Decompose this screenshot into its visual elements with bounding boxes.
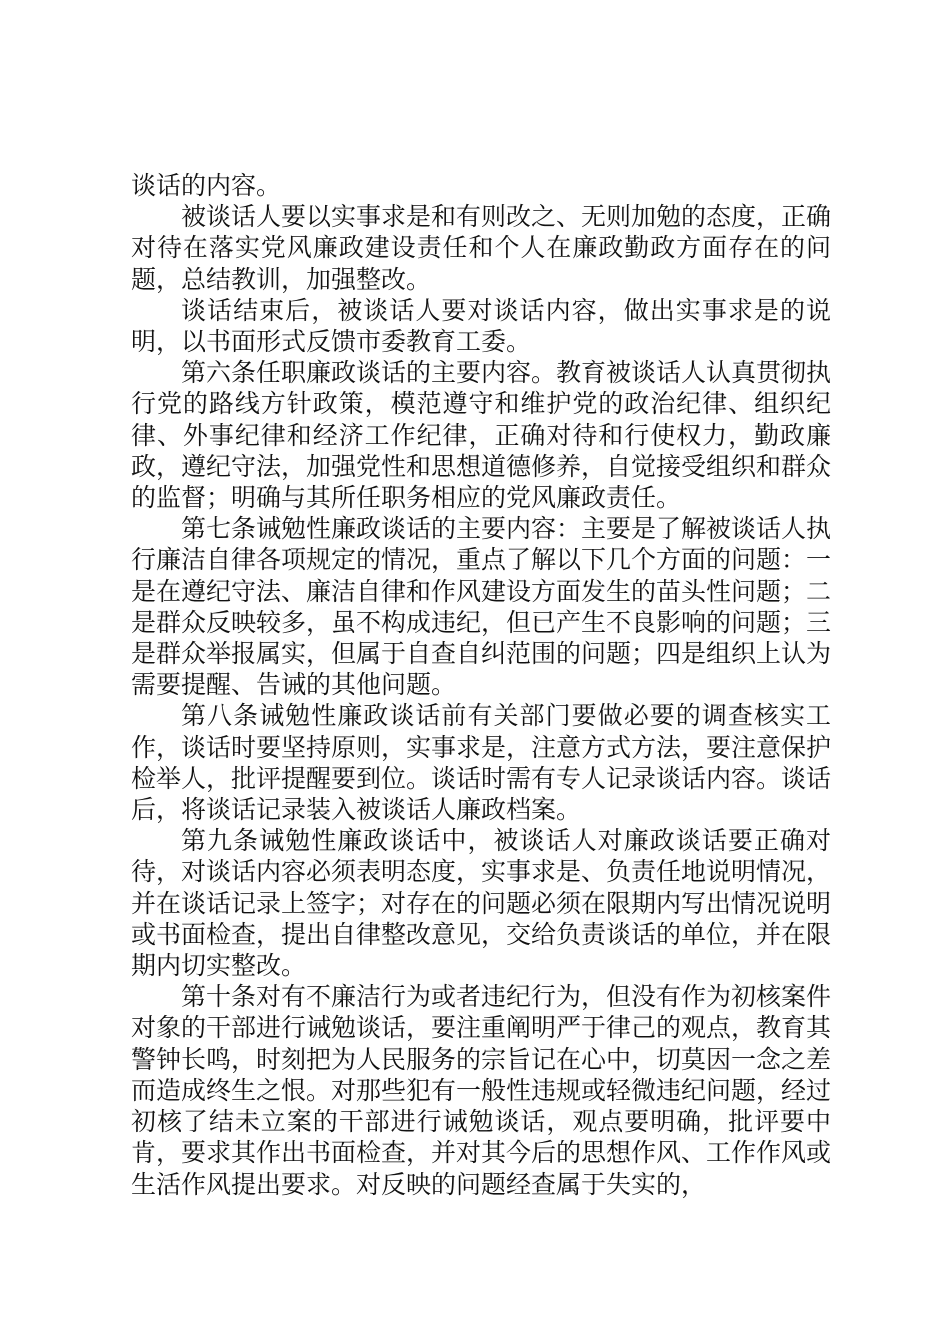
paragraph-continuation: 谈话的内容。 xyxy=(131,171,282,200)
document-body xyxy=(131,170,831,1200)
paragraph: 被谈话人要以实事求是和有则改之、无则加勉的态度，正确对待在落实党风廉政建设责任和个人在廉政勤政方面存在的问题，总结教训，加强整改。 xyxy=(131,202,832,294)
paragraph: 谈话结束后，被谈话人要对谈话内容，做出实事求是的说明，以书面形式反馈市委教育工委。 xyxy=(131,295,831,357)
paragraph-article-8: 第八条诫勉性廉政谈话前有关部门要做必要的调查核实工作，谈话时要坚持原则，实事求是，注意方式方法，要注意保护检举人，批评提醒要到位。谈话时需有专人记录谈话内容。谈话后，将谈话记录装入被谈话人廉政档案。 xyxy=(131,701,832,825)
paragraph-article-10: 第十条对有不廉洁行为或者违纪行为，但没有作为初核案件对象的干部进行诫勉谈话，要注重阐明严于律己的观点，教育其警钟长鸣，时刻把为人民服务的宗旨记在心中，切莫因一念之差而造成终生之恨。对那些犯有一般性违规或轻微违纪问题，经过初核了结未立案的干部进行诫勉谈话，观点要明确，批评要中肯，要求其作出书面检查，并对其今后的思想作风、工作作风或生活作风提出要求。对反映的问题经查属于失实的， xyxy=(131,982,832,1199)
paragraph-article-9: 第九条诫勉性廉政谈话中，被谈话人对廉政谈话要正确对待，对谈话内容必须表明态度，实事求是、负责任地说明情况，并在谈话记录上签字；对存在的问题必须在限期内写出情况说明或书面检查，提出自律整改意见，交给负责谈话的单位，并在限期内切实整改。 xyxy=(131,826,832,981)
paragraph-article-6: 第六条任职廉政谈话的主要内容。教育被谈话人认真贯彻执行党的路线方针政策，模范遵守和维护党的政治纪律、组织纪律、外事纪律和经济工作纪律，正确对待和行使权力，勤政廉政，遵纪守法，加强党性和思想道德修养，自觉接受组织和群众的监督；明确与其所任职务相应的党风廉政责任。 xyxy=(131,358,832,513)
paragraph-article-7: 第七条诫勉性廉政谈话的主要内容：主要是了解被谈话人执行廉洁自律各项规定的情况，重点了解以下几个方面的问题：一是在遵纪守法、廉洁自律和作风建设方面发生的苗头性问题；二是群众反映较多，虽不构成违纪，但已产生不良影响的问题；三是群众举报属实，但属于自查自纠范围的问题；四是组织上认为需要提醒、告诫的其他问题。 xyxy=(131,514,832,700)
